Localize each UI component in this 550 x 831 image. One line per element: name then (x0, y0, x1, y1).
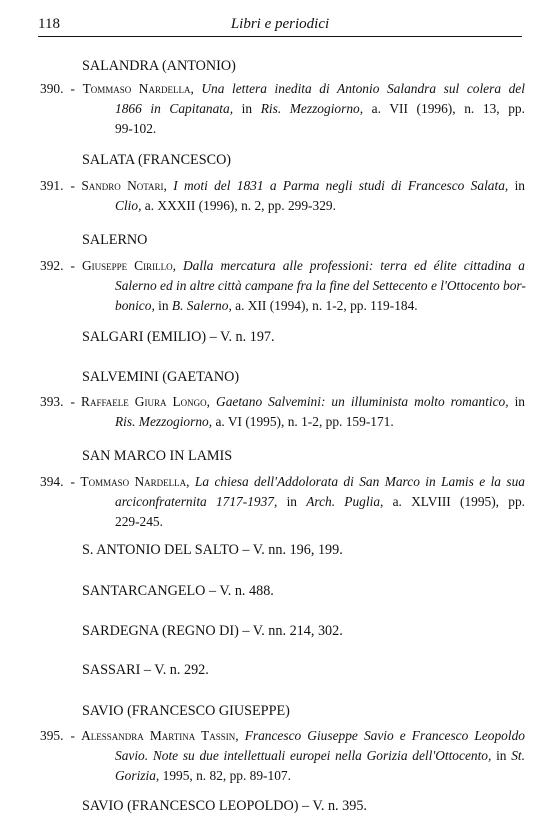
entry-journal: Ris. Mezzogiorno, (260, 101, 364, 116)
page-number: 118 (38, 16, 60, 32)
entry-title: Francesco Giuseppe Savio e Francesco Leopoldo (244, 728, 525, 743)
heading-savio-francesco-leopoldo: SAVIO (FRANCESCO LEOPOLDO) – V. n. 395. (82, 798, 367, 814)
entry-line (40, 472, 525, 492)
entry-title: arciconfraternita 1717-1937, (115, 494, 278, 509)
entry-line (40, 99, 525, 119)
entry-author: Tommaso Nardella, (80, 474, 190, 489)
heading-s-antonio-del-salto: S. ANTONIO DEL SALTO – V. nn. 196, 199. (82, 542, 343, 558)
entry-line (40, 746, 525, 766)
entry-author: Alessandra Martina Tassin, (81, 728, 239, 743)
entry-line (40, 119, 525, 139)
entry-title: La chiesa dell'Addolorata di San Marco in Lamis e la sua (194, 474, 525, 489)
entry-title: Dalla mercatura alle professioni: terra ed élite cittadina a (182, 258, 526, 273)
entry-line (40, 412, 525, 432)
entry-394 (40, 472, 525, 532)
heading-salvemini: SALVEMINI (GAETANO) (82, 369, 240, 385)
entry-in: in (508, 178, 525, 193)
entry-in: in (154, 298, 172, 313)
entry-author: Giuseppe Cirillo, (82, 258, 176, 273)
entry-title: Una lettera inedita di Antonio Salandra sul colera del (201, 81, 525, 96)
entry-title: Savio. Note su due intellettuali europei nella Gorizia dell'Ottocento, (115, 748, 492, 763)
heading-salandra: SALANDRA (ANTONIO) (82, 58, 236, 74)
heading-salerno: SALERNO (82, 232, 148, 248)
running-title: Libri e periodici (230, 16, 330, 32)
heading-santarcangelo: SANTARCANGELO – V. n. 488. (82, 583, 274, 599)
entry-in: in (508, 394, 525, 409)
entry-in: in (277, 494, 307, 509)
heading-san-marco-in-lamis: SAN MARCO IN LAMIS (82, 448, 233, 464)
entry-journal: St. (511, 748, 525, 763)
entry-details: a. XII (1994), n. 1-2, pp. 119-184. (231, 298, 418, 313)
entry-journal: Ris. Mezzogiorno, (115, 414, 213, 429)
entry-line (40, 726, 525, 746)
heading-sassari: SASSARI – V. n. 292. (82, 662, 209, 678)
entry-number: 393. - (40, 394, 75, 409)
entry-line (40, 296, 525, 316)
entry-title: 1866 in Capitanata, (115, 101, 234, 116)
entry-details: a. VII (1996), n. 13, pp. (363, 101, 525, 116)
entry-line (40, 512, 525, 532)
entry-392 (40, 256, 525, 316)
heading-savio-francesco-giuseppe: SAVIO (FRANCESCO GIUSEPPE) (82, 703, 290, 719)
entry-line (40, 79, 525, 99)
entry-line (40, 276, 525, 296)
entry-395 (40, 726, 525, 786)
entry-number: 391. - (40, 178, 75, 193)
entry-line (40, 392, 525, 412)
entry-author: Tommaso Nardella, (82, 81, 194, 96)
entry-number: 394. - (40, 474, 75, 489)
entry-journal: B. Salerno, (171, 298, 232, 313)
heading-salata: SALATA (FRANCESCO) (82, 152, 232, 168)
entry-in: in (233, 101, 261, 116)
entry-390 (40, 79, 525, 139)
entry-line (40, 196, 525, 216)
entry-number: 392. - (40, 258, 75, 273)
entry-title: Gaetano Salvemini: un illuminista molto romantico, (216, 394, 509, 409)
entry-number: 390. - (40, 81, 75, 96)
entry-pages: 229-245. (115, 514, 163, 529)
heading-sardegna: SARDEGNA (REGNO DI) – V. nn. 214, 302. (82, 623, 343, 639)
entry-line (40, 176, 525, 196)
page-header (38, 12, 522, 37)
entry-journal: Clio, (115, 198, 142, 213)
entry-title: I moti del 1831 a Parma negli studi di Francesco Salata, (173, 178, 509, 193)
entry-391 (40, 176, 525, 216)
entry-journal: Gorizia, (115, 768, 160, 783)
entry-number: 395. - (40, 728, 75, 743)
entry-details: a. XLVIII (1995), pp. (383, 494, 525, 509)
entry-details: a. VI (1995), n. 1-2, pp. 159-171. (212, 414, 394, 429)
entry-pages: 99-102. (115, 121, 157, 136)
entry-393 (40, 392, 525, 432)
entry-details: a. XXXII (1996), n. 2, pp. 299-329. (141, 198, 336, 213)
entry-title: bonico, (115, 298, 155, 313)
entry-line (40, 256, 525, 276)
entry-author: Raffaele Giura Longo, (81, 394, 211, 409)
entry-line (40, 766, 525, 786)
entry-line (40, 492, 525, 512)
entry-in: in (491, 748, 512, 763)
entry-title: Salerno ed in altre città campane fra la fine del Settecento e l'Ottocento bor- (115, 278, 526, 293)
entry-journal: Arch. Puglia, (306, 494, 384, 509)
entry-author: Sandro Notari, (81, 178, 167, 193)
entry-details: 1995, n. 82, pp. 89-107. (159, 768, 291, 783)
heading-salgari: SALGARI (EMILIO) – V. n. 197. (82, 329, 275, 345)
